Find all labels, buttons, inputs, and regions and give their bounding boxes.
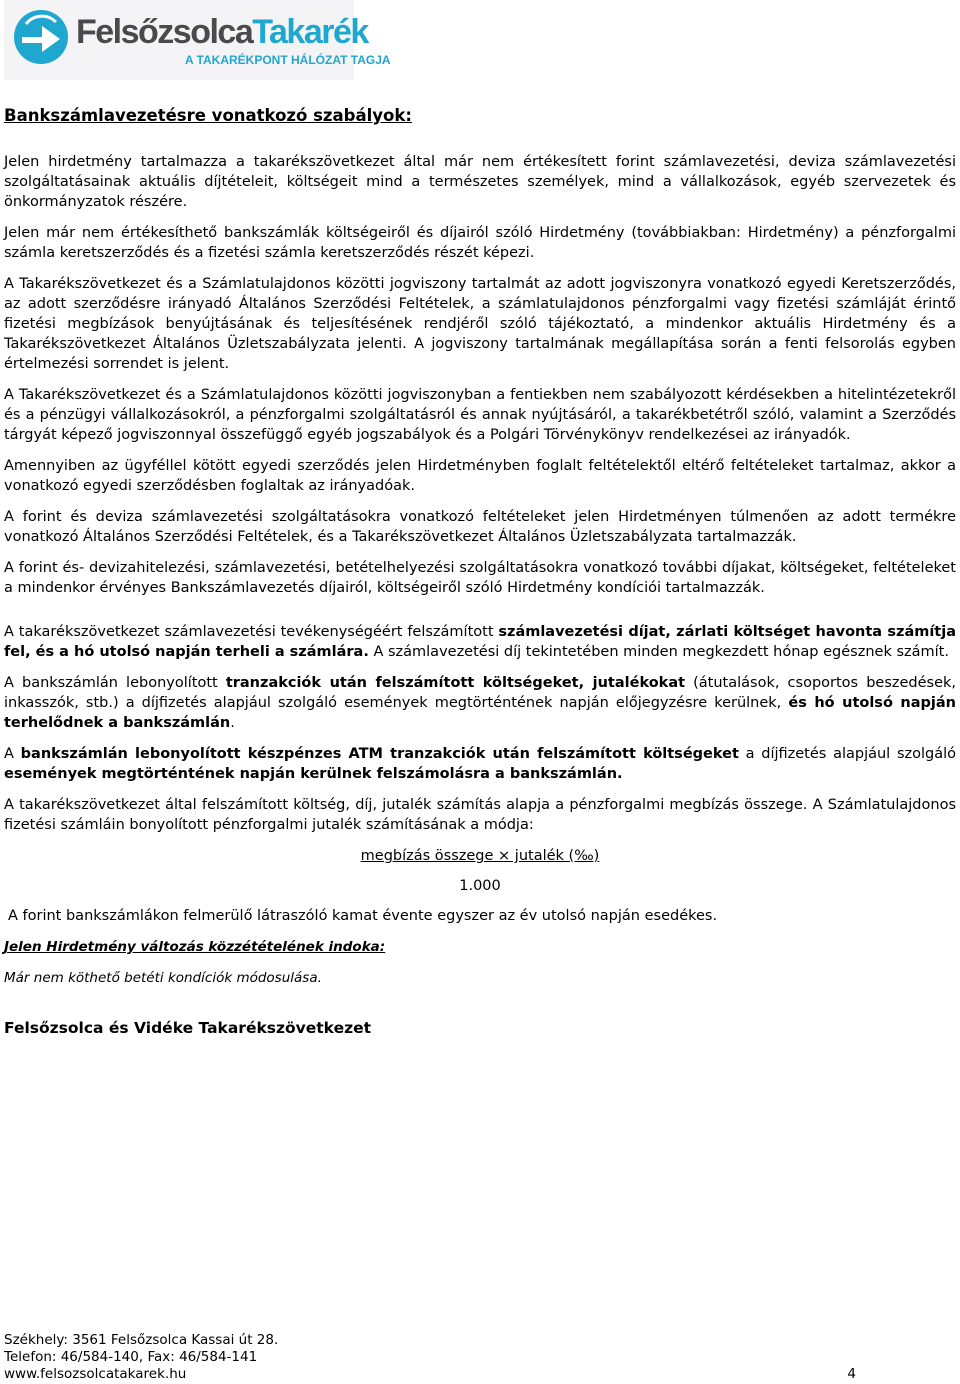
logo-name-part2: Takarék — [252, 13, 368, 51]
paragraph-9 — [4, 673, 956, 733]
footer-website-link[interactable]: www.felsozsolcatakarek.hu — [4, 1366, 187, 1382]
p9-bold-2: és hó utolsó napján terhelődnek a bankszámlán — [4, 695, 956, 731]
logo-name — [76, 12, 368, 52]
p9-text-3: . — [230, 715, 235, 731]
p10-bold-1: bankszámlán lebonyolított készpénzes ATM tranzakciók után felszámított költségeket — [20, 746, 739, 762]
p10-bold-2: események megtörténtének napján kerülnek felszámolásra a bankszámlán. — [4, 766, 623, 782]
reason-title: Jelen Hirdetmény változás közzétételének indoka: — [4, 939, 386, 955]
paragraph-3: A Takarékszövetkezet és a Számlatulajdonos közötti jogviszony tartalmát az adott jogviszonyra vonatkozó egyedi Keretszerződés, az adott szerződésre irányadó Általános Szerződési Feltételek, a számlatulajdonos pénzforgalmi vagy fizetési számláját érintő fizetési megbízások benyújtásának és teljesítésének rendjéről szóló tájékoztató, a mindenkor aktuális Hirdetmény és a Takarékszövetkezet Általános Üzletszabályzata jelenti. A jogviszony tartalmának megállapítása során a fenti felsorolás egyben értelmezési sorrendet is jelent. — [4, 276, 956, 372]
p10-text-1: A — [4, 746, 21, 762]
formula-numerator: megbízás összege × jutalék (‰) — [360, 848, 600, 864]
footer-line-3 — [4, 1366, 856, 1383]
reason-text: Már nem köthető betéti kondíciók módosulása. — [4, 970, 322, 986]
paragraph-4: A Takarékszövetkezet és a Számlatulajdonos közötti jogviszonyban a fentiekben nem szabályozott kérdésekben a hitelintézetekről és a pénzügyi vállalkozásokról, a pénzforgalmi szolgáltatásról és annak nyújtásáról, a takarékbetétről szóló, valamint a Szerződés tárgyát képező jogviszonnyal összefüggő egyéb jogszabályok és a Polgári Törvénykönyv rendelkezései az irányadók. — [4, 387, 956, 443]
p8-bold-1: számlavezetési díjat, zárlati költséget havonta számítja fel, és a hó utolsó napján terheli a számlára. — [4, 624, 956, 660]
p9-text-2: (átutalások, csoportos beszedések, inkasszók, stb.) a díjfizetés alapjául szolgáló események megtörténtének napján előjegyzésre kerülnek, — [4, 675, 957, 711]
p8-text-2: A számlavezetési díj tekintetében minden megkezdett hónap egésznek számít. — [368, 644, 949, 660]
logo — [4, 0, 391, 80]
paragraph-6: A forint és deviza számlavezetési szolgáltatásokra vonatkozó feltételeket jelen Hirdetményen túlmenően az adott termékre vonatkozó Általános Szerződési Feltételek, és a Takarékszövetkezet Általános Üzletszabályzata tartalmazzák. — [4, 509, 956, 545]
paragraph-10 — [4, 744, 956, 784]
p10-text-2: a díjfizetés alapjául szolgáló — [738, 746, 957, 762]
p9-bold-1: tranzakciók után felszámított költségeket, jutalékokat — [225, 675, 686, 691]
paragraph-11: A takarékszövetkezet által felszámított költség, díj, jutalék számítás alapja a pénzforgalmi megbízás összege. A Számlatulajdonos fizetési számláin bonyolított pénzforgalmi jutalék számításának a módja: — [4, 797, 956, 833]
fee-formula — [4, 846, 956, 896]
p8-text-1: A takarékszövetkezet számlavezetési tevékenységéért felszámított — [4, 624, 499, 640]
section-heading: Bankszámlavezetésre vonatkozó szabályok: — [4, 106, 412, 125]
paragraph-5: Amennyiben az ügyféllel kötött egyedi szerződés jelen Hirdetményben foglalt feltételektől eltérő feltételeket tartalmaz, akkor a vonatkozó egyedi szerződésben foglaltak az irányadóak. — [4, 458, 956, 494]
logo-tagline: A TAKARÉKPONT HÁLÓZAT TAGJA — [185, 53, 391, 67]
paragraph-1: Jelen hirdetmény tartalmazza a takarékszövetkezet által már nem értékesített forint számlavezetési, deviza számlavezetési szolgáltatásainak aktuális díjtételeit, költségeit mind a természetes személyek, mind a vállalkozások, egyéb szervezetek és önkormányzatok részére. — [4, 154, 956, 210]
paragraph-7: A forint és- devizahitelezési, számlavezetési, betételhelyezési szolgáltatásokra vonatkozó további díjakat, költségeket, feltételeket a mindenkor érvényes Bankszámlavezetés díjairól, költségeiről szóló Hirdetmény kondíciói tartalmazzák. — [4, 560, 956, 596]
document-body — [4, 106, 956, 1049]
page-number: 4 — [847, 1366, 856, 1382]
footer-phone: Telefon: 46/584-140, Fax: 46/584-141 — [4, 1349, 258, 1365]
paragraph-2: Jelen már nem értékesíthető bankszámlák költségeiről és díjairól szóló Hirdetmény (továbbiakban: Hirdetmény) a pénzforgalmi számla keretszerződés és a fizetési számla keretszerződés részét képezi. — [4, 225, 956, 261]
paragraph-8 — [4, 622, 956, 662]
footer — [4, 1332, 856, 1383]
footer-address: Székhely: 3561 Felsőzsolca Kassai út 28. — [4, 1332, 279, 1348]
logo-name-part1: Felsőzsolca — [76, 13, 253, 51]
formula-denominator: 1.000 — [459, 878, 501, 894]
signature: Felsőzsolca és Vidéke Takarékszövetkezet — [4, 1019, 372, 1037]
logo-emblem-icon — [12, 8, 70, 66]
p9-text-1: A bankszámlán lebonyolított — [4, 675, 226, 691]
paragraph-12: A forint bankszámlákon felmerülő látraszóló kamat évente egyszer az év utolsó napján esedékes. — [8, 908, 718, 924]
